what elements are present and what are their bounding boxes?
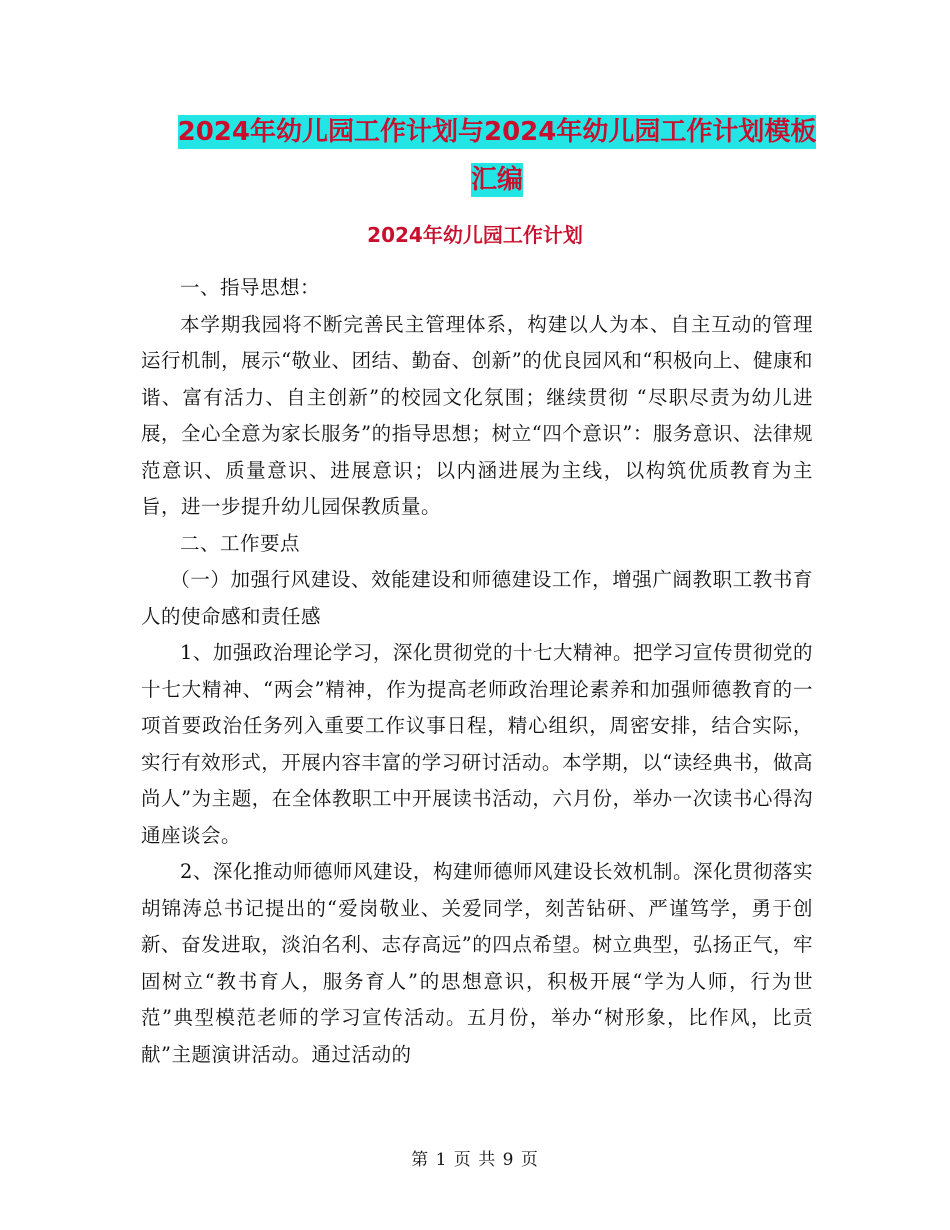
section-title: 2024年幼儿园工作计划: [367, 223, 583, 247]
document-title: [140, 108, 854, 204]
paragraph-subheading-1: （一）加强行风建设、效能建设和师德建设工作，增强广阔教职工教书育人的使命感和责任感: [141, 568, 813, 628]
document-title-line-1: 2024年幼儿园工作计划与2024年幼儿园工作计划模板: [177, 117, 817, 147]
paragraph-heading-work-points: 二、工作要点: [180, 531, 301, 555]
paragraph-item-2: 2、深化推动师德师风建设，构建师德师风建设长效机制。深化贯彻落实胡锦涛总书记提出的“爱岗敬业、关爱同学，刻苦钻研、严谨笃学，勇于创新、奋发进取，淡泊名利、志存高远”的四点希望。树立典型，弘扬正气，牢固树立“教书育人，服务育人”的思想意识，积极开展“学为人师，行为世范”典型模范老师的学习宣传活动。五月份，举办“树形象，比作风，比贡献”主题演讲活动。通过活动的: [141, 860, 813, 1066]
paragraph-guiding-ideology: 本学期我园将不断完善民主管理体系，构建以人为本、自主互动的管理运行机制，展示“敬业、团结、勤奋、创新”的优良园风和“积极向上、健康和谐、富有活力、自主创新”的校园文化氛围；继续贯彻 “尽职尽责为幼儿进展，全心全意为家长服务”的指导思想；树立“四个意识”：服务意识、法律规范意识、质量意识、进展意识；以内涵进展为主线，以构筑优质教育为主旨，进一步提升幼儿园保教质量。: [141, 312, 813, 518]
paragraph-heading-guiding-ideology: 一、指导思想：: [180, 276, 321, 299]
document-body: [141, 270, 813, 1073]
page-footer: 第 1 页 共 9 页: [411, 1150, 539, 1170]
document-title-line-2: 汇编: [470, 165, 523, 195]
paragraph-item-1: 1、加强政治理论学习，深化贯彻党的十七大精神。把学习宣传贯彻党的十七大精神、“两会”精神，作为提高老师政治理论素养和加强师德教育的一项首要政治任务列入重要工作议事日程，精心组织，周密安排，结合实际，实行有效形式，开展内容丰富的学习研讨活动。本学期，以“读经典书，做高尚人”为主题，在全体教职工中开展读书活动，六月份，举办一次读书心得沟通座谈会。: [141, 641, 813, 847]
